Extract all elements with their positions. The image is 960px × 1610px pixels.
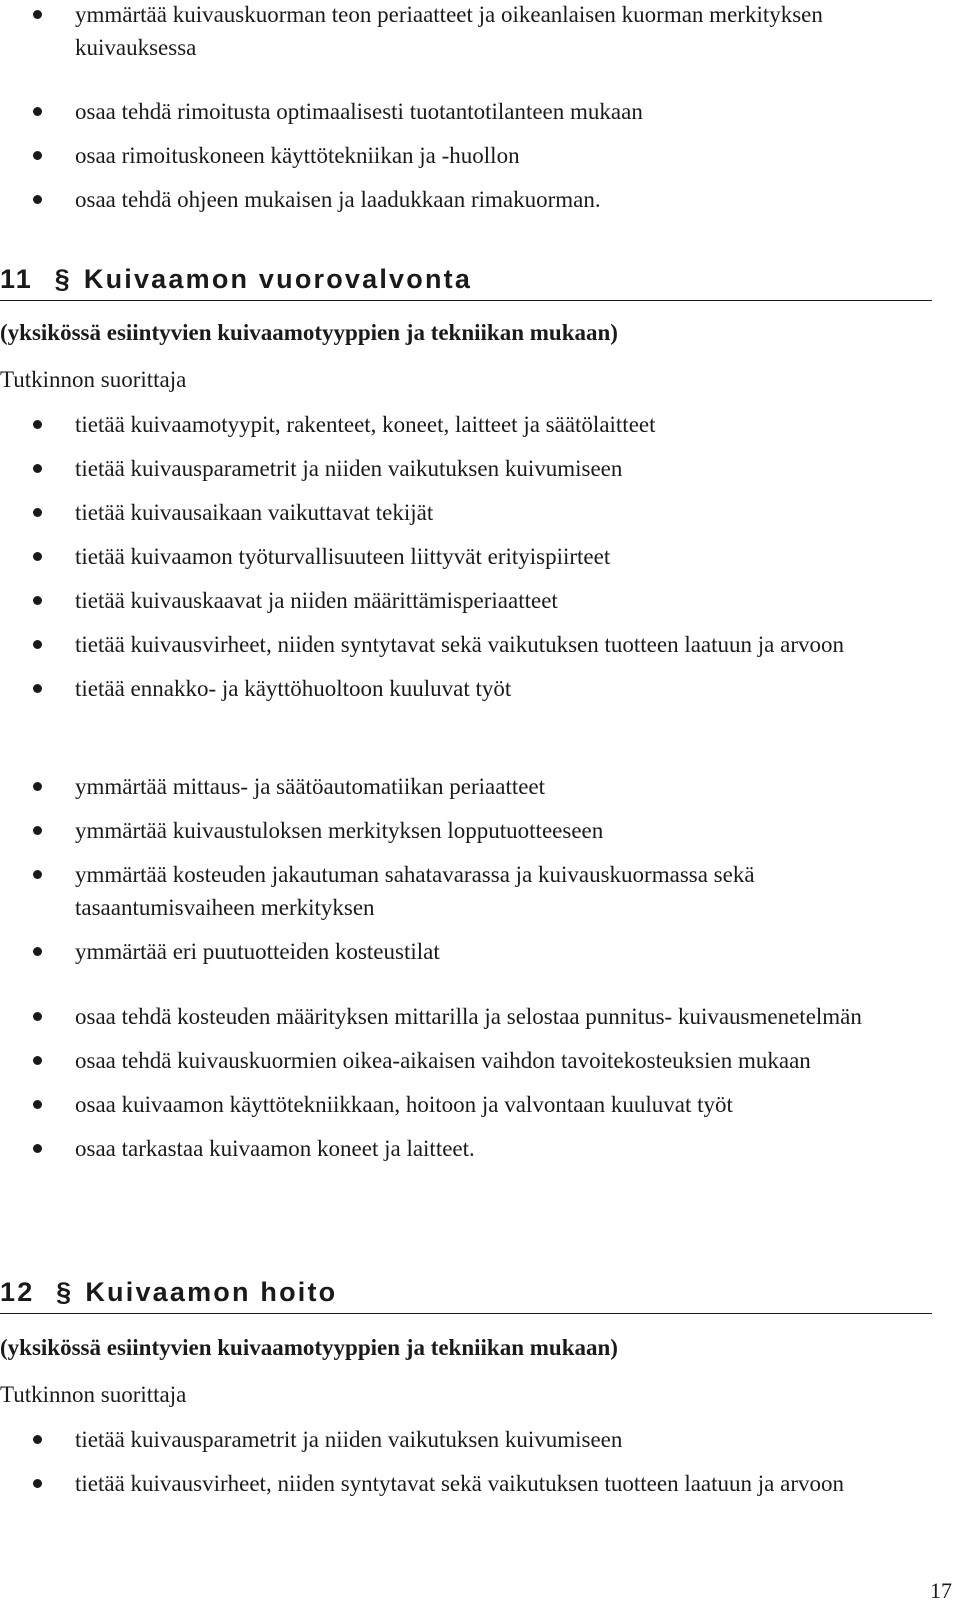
list-item: tietää kuivausvirheet, niiden syntytavat sekä vaikutuksen tuotteen laatuun ja arvoon — [0, 1467, 935, 1500]
top-list — [0, 0, 935, 216]
list-item: tietää kuivaamon työturvallisuuteen liittyvät erityispiirteet — [0, 540, 935, 573]
list-item: ymmärtää kuivaustuloksen merkityksen lopputuotteeseen — [0, 814, 935, 847]
section-title: Kuivaamon vuorovalvonta — [83, 264, 473, 294]
list-item: ymmärtää kosteuden jakautuman sahatavarassa ja kuivauskuormassa sekä tasaantumisvaiheen merkityksen — [0, 858, 935, 924]
section-symbol-icon: § — [56, 1277, 74, 1307]
bullet-icon — [33, 1056, 42, 1065]
list-item: tietää kuivausvirheet, niiden syntytavat sekä vaikutuksen tuotteen laatuun ja arvoon — [0, 628, 935, 661]
bullet-icon — [33, 195, 42, 204]
bullet-icon — [33, 420, 42, 429]
bullet-icon — [33, 464, 42, 473]
bullet-icon — [33, 1435, 42, 1444]
page-number: 17 — [930, 1578, 952, 1603]
section-12-group-1 — [0, 1423, 935, 1500]
bullet-icon — [33, 870, 42, 879]
section-11-group-2 — [0, 770, 935, 968]
bullet-icon — [33, 1479, 42, 1488]
list-item: osaa tehdä kuivauskuormien oikea-aikaisen vaihdon tavoitekosteuksien mukaan — [0, 1044, 935, 1077]
section-11-subtitle: (yksikössä esiintyvien kuivaamotyyppien ja tekniikan mukaan) — [0, 320, 618, 345]
section-title: Kuivaamon hoito — [85, 1277, 338, 1307]
list-item: osaa rimoituskoneen käyttötekniikan ja -huollon — [0, 139, 935, 172]
bullet-icon — [33, 552, 42, 561]
section-number: 11 — [0, 264, 33, 294]
list-item: ymmärtää kuivauskuorman teon periaatteet ja oikeanlaisen kuorman merkityksen kuivauksessa — [0, 0, 935, 64]
bullet-icon — [33, 640, 42, 649]
list-item: osaa tarkastaa kuivaamon koneet ja laitteet. — [0, 1132, 935, 1165]
bullet-icon — [33, 1012, 42, 1021]
bullet-icon — [33, 947, 42, 956]
list-item: osaa tehdä kosteuden määrityksen mittarilla ja selostaa punnitus- kuivausmenetelmän — [0, 1000, 935, 1033]
bullet-icon — [33, 596, 42, 605]
section-11-group-1 — [0, 408, 935, 705]
list-item: tietää kuivaamotyypit, rakenteet, koneet, laitteet ja säätölaitteet — [0, 408, 935, 441]
bullet-icon — [33, 684, 42, 693]
list-item: ymmärtää eri puutuotteiden kosteustilat — [0, 935, 935, 968]
list-item: tietää ennakko- ja käyttöhuoltoon kuuluvat työt — [0, 672, 935, 705]
section-11-role: Tutkinnon suorittaja — [0, 367, 187, 392]
list-item: osaa tehdä rimoitusta optimaalisesti tuotantotilanteen mukaan — [0, 95, 935, 128]
section-12-subtitle: (yksikössä esiintyvien kuivaamotyyppien ja tekniikan mukaan) — [0, 1335, 618, 1360]
section-number: 12 — [0, 1277, 35, 1307]
bullet-icon — [33, 826, 42, 835]
section-12-role: Tutkinnon suorittaja — [0, 1382, 187, 1407]
section-11-group-3 — [0, 1000, 935, 1165]
bullet-icon — [33, 1100, 42, 1109]
section-11-heading — [0, 262, 932, 301]
list-item: tietää kuivauskaavat ja niiden määrittämisperiaatteet — [0, 584, 935, 617]
list-item: osaa kuivaamon käyttötekniikkaan, hoitoon ja valvontaan kuuluvat työt — [0, 1088, 935, 1121]
list-item: ymmärtää mittaus- ja säätöautomatiikan periaatteet — [0, 770, 935, 803]
list-item: tietää kuivausparametrit ja niiden vaikutuksen kuivumiseen — [0, 452, 935, 485]
list-item: osaa tehdä ohjeen mukaisen ja laadukkaan rimakuorman. — [0, 183, 935, 216]
bullet-icon — [33, 107, 42, 116]
bullet-icon — [33, 1144, 42, 1153]
section-symbol-icon: § — [54, 264, 72, 294]
bullet-icon — [33, 151, 42, 160]
bullet-icon — [33, 782, 42, 791]
bullet-icon — [33, 508, 42, 517]
list-item: tietää kuivausaikaan vaikuttavat tekijät — [0, 496, 935, 529]
list-item: tietää kuivausparametrit ja niiden vaikutuksen kuivumiseen — [0, 1423, 935, 1456]
section-12-heading — [0, 1275, 932, 1314]
bullet-icon — [33, 10, 42, 19]
